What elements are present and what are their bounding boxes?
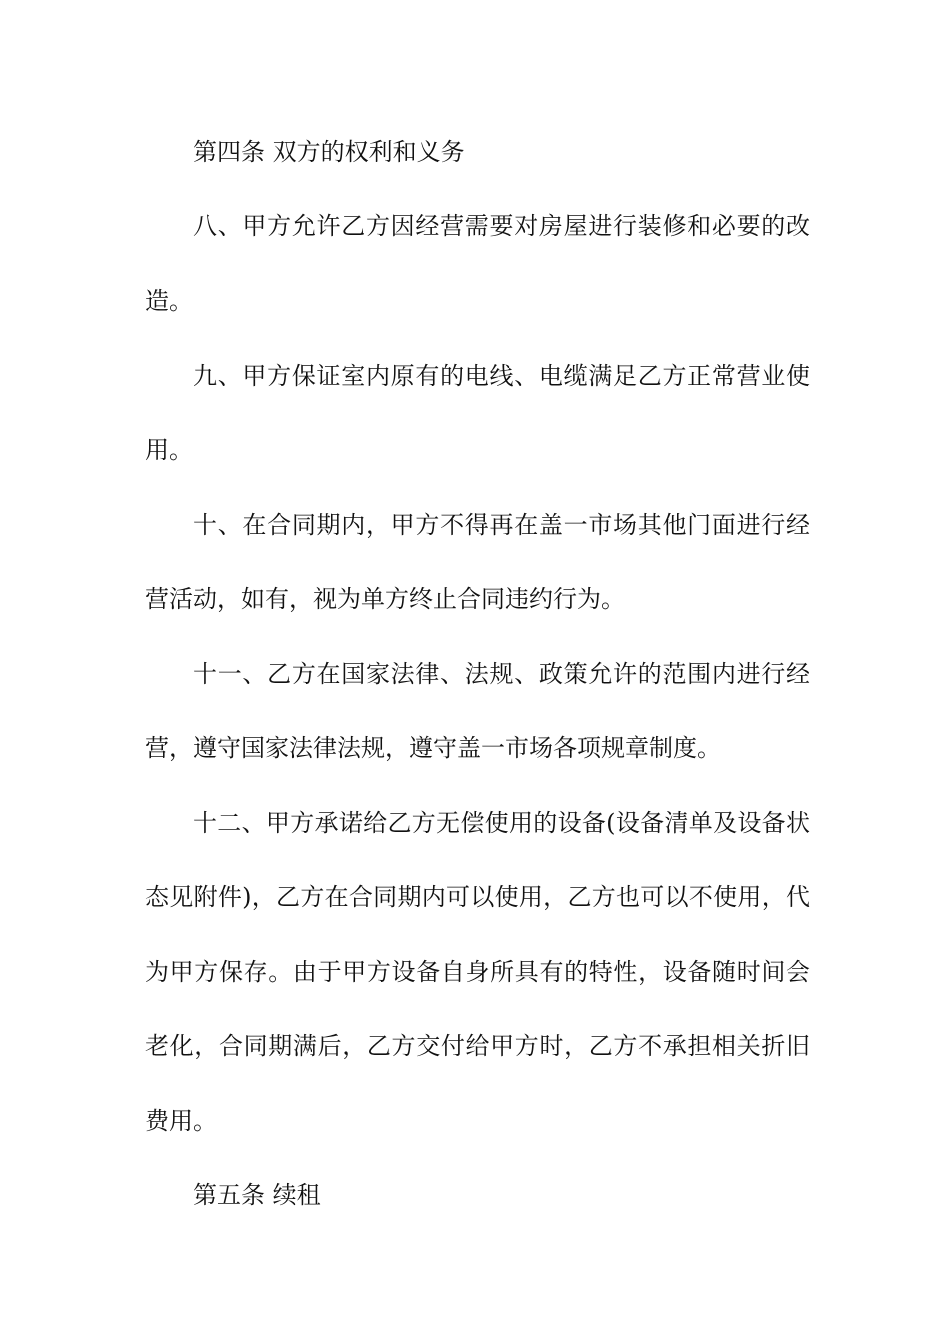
paragraph-line: 十二、甲方承诺给乙方无偿使用的设备(设备清单及设备状 (193, 809, 810, 837)
paragraph-line: 老化，合同期满后，乙方交付给甲方时，乙方不承担相关折旧 (145, 1032, 810, 1060)
paragraph-line: 为甲方保存。由于甲方设备自身所具有的特性，设备随时间会 (145, 958, 810, 986)
paragraph-line: 营活动，如有，视为单方终止合同违约行为。 (145, 585, 625, 613)
paragraph-line: 态见附件)，乙方在合同期内可以使用，乙方也可以不使用，代 (145, 883, 810, 911)
section-heading-article-5: 第五条 续租 (193, 1181, 321, 1209)
paragraph-line: 用。 (145, 436, 193, 464)
paragraph-line: 费用。 (145, 1107, 217, 1135)
paragraph-line: 十、在合同期内，甲方不得再在盖一市场其他门面进行经 (193, 511, 810, 539)
paragraph-line: 造。 (145, 287, 193, 315)
section-heading-article-4: 第四条 双方的权利和义务 (193, 138, 465, 166)
paragraph-line: 八、甲方允许乙方因经营需要对房屋进行装修和必要的改 (193, 212, 810, 240)
paragraph-line: 十一、乙方在国家法律、法规、政策允许的范围内进行经 (193, 660, 810, 688)
paragraph-line: 九、甲方保证室内原有的电线、电缆满足乙方正常营业使 (193, 362, 810, 390)
paragraph-line: 营，遵守国家法律法规，遵守盖一市场各项规章制度。 (145, 734, 721, 762)
